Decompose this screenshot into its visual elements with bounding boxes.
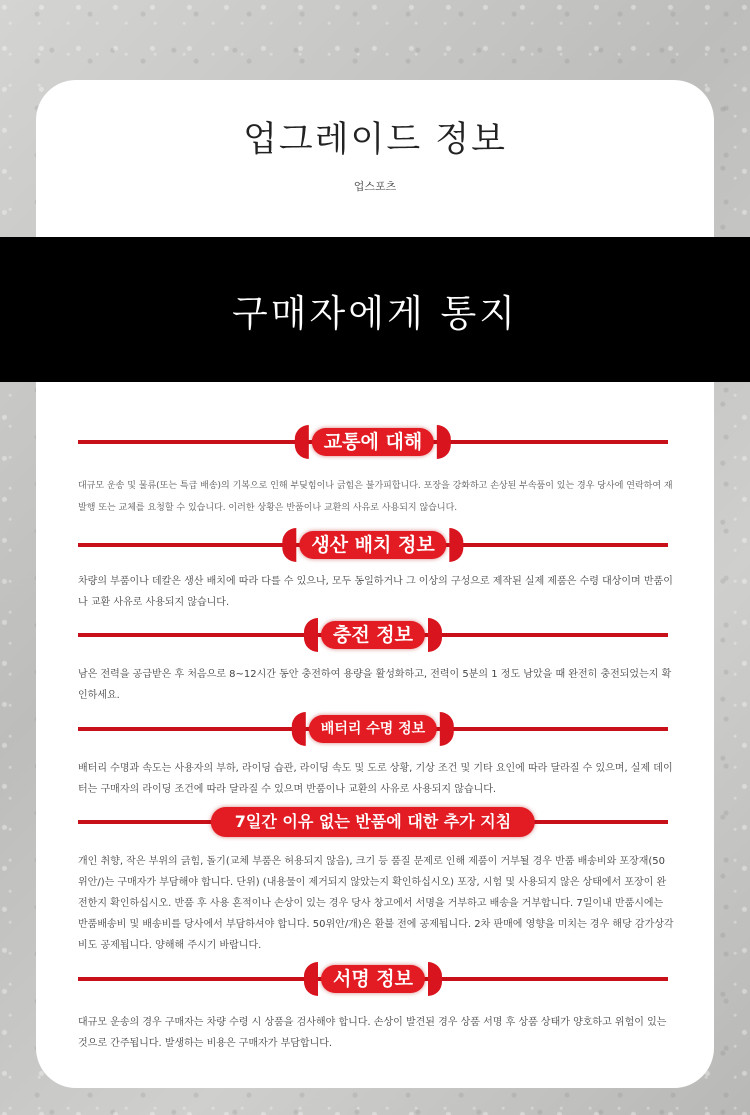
- brand-subtitle: 업스포츠: [353, 180, 397, 193]
- section-heading-batch: [78, 528, 668, 562]
- section-heading-label: 7일간 이유 없는 반품에 대한 추가 지침: [211, 807, 535, 837]
- section-body-shipping: 대규모 운송 및 물류(또는 특급 배송)의 기복으로 인해 부딪힘이나 긁힘은 불가피합니다. 포장을 강화하고 손상된 부속품이 있는 경우 당사에 연락하여 재발행 또는 교체를 요청할 수 있습니다. 이러한 상황은 반품이나 교환의 사유로 사용되지 않습니다.: [78, 481, 673, 513]
- section-heading-battery: [78, 712, 668, 746]
- section-heading-label: 충전 정보: [321, 621, 425, 649]
- page-title: 업그레이드 정보: [243, 120, 507, 160]
- section-body-batch: 차량의 부품이나 데칼은 생산 배치에 따라 다를 수 있으나, 모두 동일하거나 그 이상의 구성으로 제작된 실제 제품은 수령 대상이며 반품이나 교환 사유로 사용되지 않습니다.: [78, 576, 673, 608]
- section-body-signature: 대규모 운송의 경우 구매자는 차량 수령 시 상품을 검사해야 합니다. 손상이 발견된 경우 상품 서명 후 상품 상태가 양호하고 위험이 있는 것으로 간주됩니다. 발생하는 비용은 구매자가 부담합니다.: [78, 1017, 667, 1049]
- section-heading-charging: [78, 618, 668, 652]
- section-body-returns: 개인 취향, 작은 부위의 긁힘, 돌기(교체 부품은 허용되지 않음), 크기 등 품질 문제로 인해 제품이 거부될 경우 반품 배송비와 포장재(50위안/)는 구매자가 부담해야 합니다. 단위) (내용물이 제거되지 않았는지 확인하십시오) 포장, 시험 및 사용되지 않은 상태에서 포장이 완전한지 확인하십시오. 반품 후 사용 흔적이나 손상이 있는 경우 당사 창고에서 서명을 거부하고 배송을 거부합니다. 7일이내 반품시에는 반품배송비 및 배송비를 당사에서 부담하셔야 합니다. 50위안/개)은 환불 전에 공제됩니다. 2차 판매에 영향을 미치는 경우 해당 감가상각비도 공제됩니다. 양해해 주시기 바랍니다.: [78, 856, 674, 951]
- section-heading-signature: [78, 962, 668, 996]
- heading-cap-right: [428, 618, 442, 652]
- banner-title: 구매자에게 통지: [232, 291, 518, 335]
- section-heading-label: 생산 배치 정보: [299, 531, 446, 559]
- heading-cap-right: [440, 712, 454, 746]
- heading-cap-left: [304, 618, 318, 652]
- notice-banner: [0, 237, 750, 382]
- heading-cap-right: [428, 962, 442, 996]
- heading-cap-left: [292, 712, 306, 746]
- heading-cap-right: [450, 528, 464, 562]
- section-body-battery: 배터리 수명과 속도는 사용자의 부하, 라이딩 습관, 라이딩 속도 및 도로 상황, 기상 조건 및 기타 요인에 따라 달라질 수 있으며, 실제 데이터는 구매자의 라이딩 조건에 따라 달라질 수 있으며 반품이나 교환의 사유로 사용되지 않습니다.: [78, 763, 673, 795]
- section-body-charging: 남은 전력을 공급받은 후 처음으로 8~12시간 동안 충전하여 용량을 활성화하고, 전력이 5분의 1 정도 남았을 때 완전히 충전되었는지 확인하세요.: [78, 669, 672, 701]
- section-heading-label: 서명 정보: [321, 965, 425, 993]
- section-heading-returns: [78, 805, 668, 839]
- heading-cap-left: [282, 528, 296, 562]
- heading-cap-left: [304, 962, 318, 996]
- section-heading-label: 배터리 수명 정보: [309, 715, 437, 743]
- heading-cap-right: [437, 425, 451, 459]
- heading-cap-left: [295, 425, 309, 459]
- section-heading-label: 교통에 대해: [312, 428, 434, 456]
- section-heading-shipping: [78, 425, 668, 459]
